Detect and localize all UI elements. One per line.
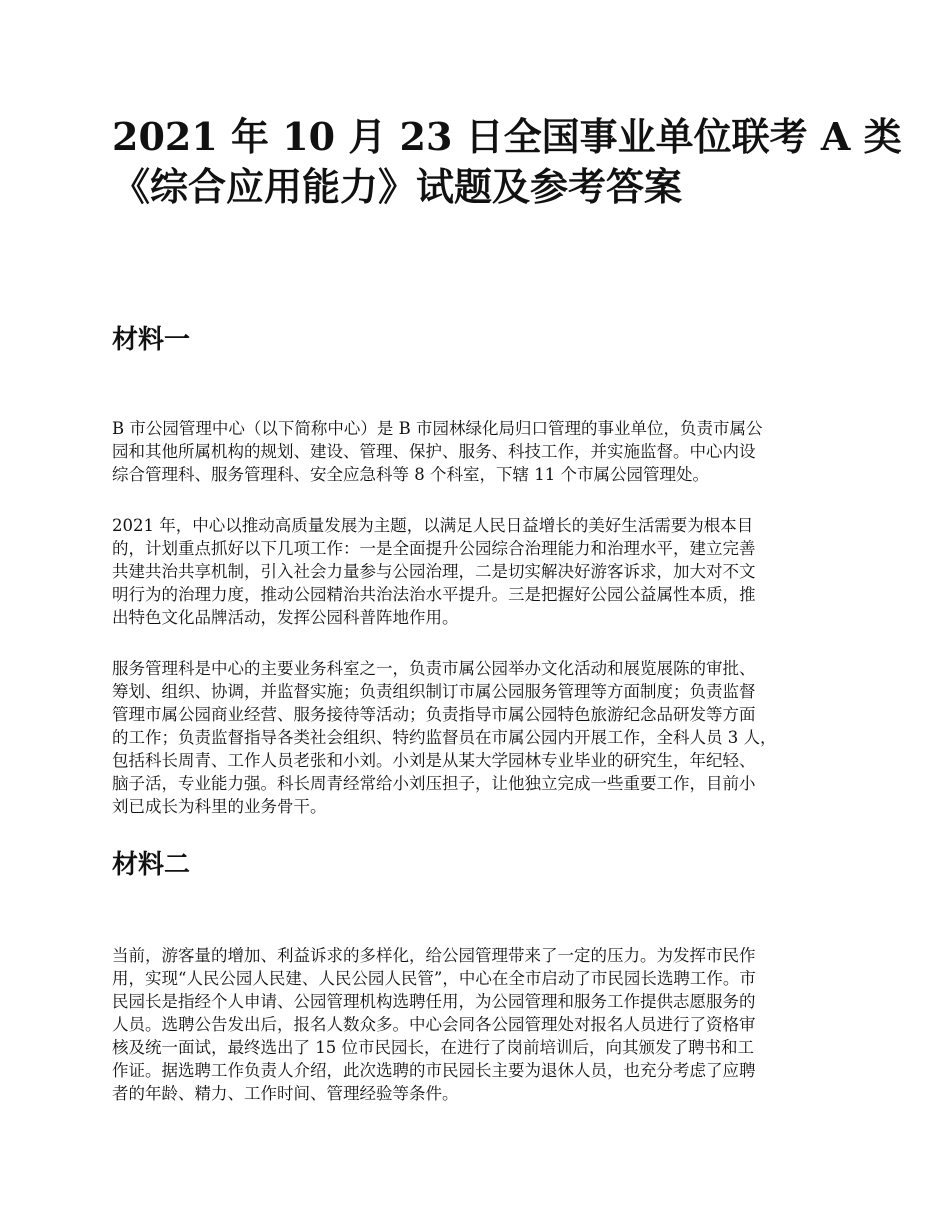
text-line: 服务管理科是中心的主要业务科室之一，负责市属公园举办文化活动和展览展陈的审批、 (112, 659, 756, 678)
text-line: 用，实现“人民公园人民建、人民公园人民管”，中心在全市启动了市民园长选聘工作。市 (112, 969, 756, 988)
text-line: 刘已成长为科里的业务骨干。 (112, 797, 327, 816)
text-line: 包括科长周青、工作人员老张和小刘。小刘是从某大学园林专业毕业的研究生，年纪轻、 (112, 751, 756, 770)
text-line: 作证。据选聘工作负责人介绍，此次选聘的市民园长主要为退休人员，也充分考虑了应聘 (112, 1061, 756, 1080)
text-line: 2021 年，中心以推动高质量发展为主题，以满足人民日益增长的美好生活需要为根本目 (112, 516, 754, 535)
text-line: 共建共治共享机制，引入社会力量参与公园治理，二是切实解决好游客诉求，加大对不文 (112, 562, 756, 581)
text-line: 民园长是指经个人申请、公园管理机构选聘任用，为公园管理和服务工作提供志愿服务的 (112, 992, 756, 1011)
text-line: 的，计划重点抓好以下几项工作：一是全面提升公园综合治理能力和治理水平，建立完善 (112, 539, 756, 558)
paragraph-1-1 (112, 417, 847, 486)
paragraph-2-1 (112, 944, 847, 1105)
section-heading-1: 材料一 (112, 325, 191, 355)
document-title-line-2: 《综合应用能力》试题及参考答案 (112, 164, 683, 209)
text-line: 明行为的治理力度，推动公园精治共治法治水平提升。三是把握好公园公益属性本质，推 (112, 585, 756, 604)
text-line: 当前，游客量的增加、利益诉求的多样化，给公园管理带来了一定的压力。为发挥市民作 (112, 946, 756, 965)
text-line: 的工作；负责监督指导各类社会组织、特约监督员在市属公园内开展工作，全科人员 3 人， (112, 728, 777, 747)
text-line: 出特色文化品牌活动，发挥公园科普阵地作用。 (112, 608, 459, 627)
text-line: B 市公园管理中心（以下简称中心）是 B 市园林绿化局归口管理的事业单位，负责市属公 (112, 419, 763, 438)
text-line: 者的年龄、精力、工作时间、管理经验等条件。 (112, 1084, 459, 1103)
text-line: 核及统一面试，最终选出了 15 位市民园长，在进行了岗前培训后，向其颁发了聘书和工 (112, 1038, 754, 1057)
text-line: 脑子活，专业能力强。科长周青经常给小刘压担子，让他独立完成一些重要工作，目前小 (112, 774, 756, 793)
text-line: 人员。选聘公告发出后，报名人数众多。中心会同各公园管理处对报名人员进行了资格审 (112, 1015, 756, 1034)
document-title-line-1: 2021 年 10 月 23 日全国事业单位联考 A 类 (112, 114, 902, 159)
text-line: 园和其他所属机构的规划、建设、管理、保护、服务、科技工作，并实施监督。中心内设 (112, 442, 756, 461)
text-line: 管理市属公园商业经营、服务接待等活动；负责指导市属公园特色旅游纪念品研发等方面 (112, 705, 756, 724)
text-line: 综合管理科、服务管理科、安全应急科等 8 个科室，下辖 11 个市属公园管理处。 (112, 465, 709, 484)
section-heading-2: 材料二 (112, 850, 191, 880)
paragraph-1-3 (112, 657, 847, 818)
document-title (112, 112, 902, 212)
text-line: 筹划、组织、协调，并监督实施；负责组织制订市属公园服务管理等方面制度；负责监督 (112, 682, 756, 701)
paragraph-1-2 (112, 514, 847, 629)
